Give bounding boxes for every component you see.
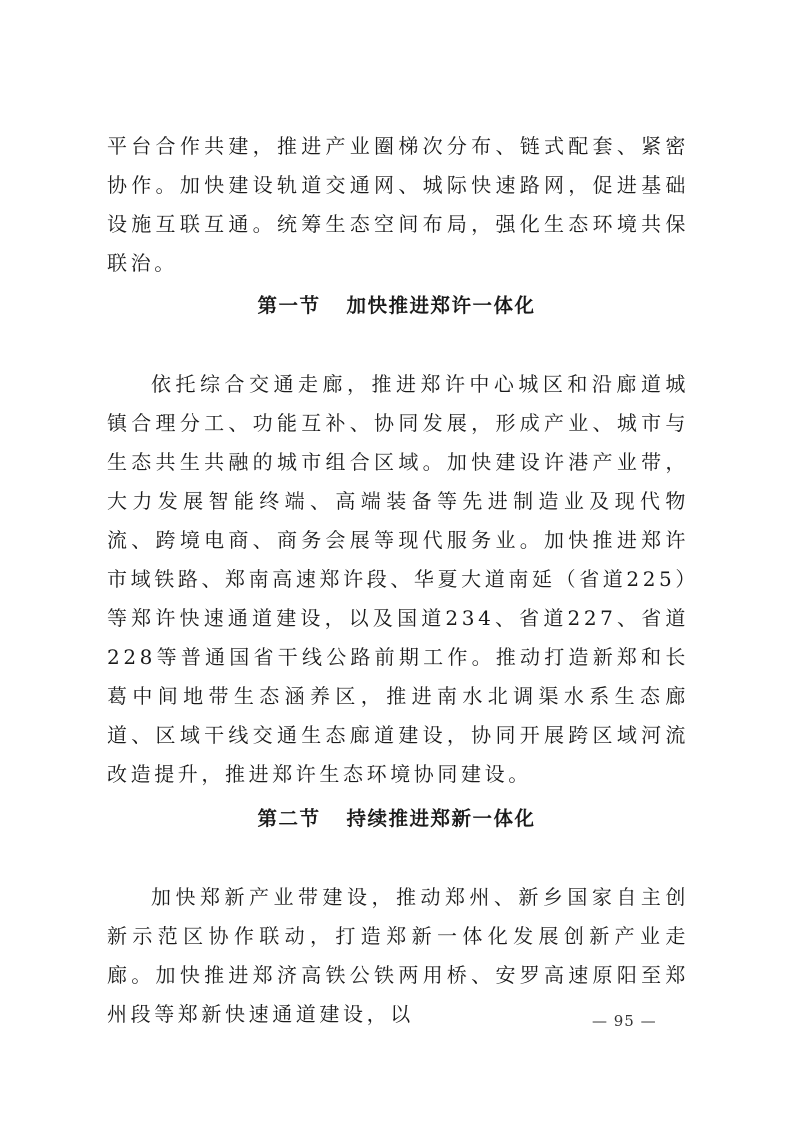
section-number-2: 第二节: [257, 807, 321, 830]
section-title-1: 加快推进郑许一体化: [346, 294, 536, 317]
page-number: — 95 —: [592, 1012, 657, 1030]
section-heading-2: [0, 803, 793, 831]
paragraph-zhengxin: 加快郑新产业带建设，推动郑州、新乡国家自主创新示范区协作联动，打造郑新一体化发展创新产业走廊。加快推进郑济高铁公铁两用桥、安罗高速原阳至郑州段等郑新快速通道建设，以: [107, 885, 689, 1026]
paragraph-zhengxu: 依托综合交通走廊，推进郑许中心城区和沿廊道城镇合理分工、功能互补、协同发展，形成产业、城市与生态共生共融的城市组合区域。加快建设许港产业带，大力发展智能终端、高端装备等先进制造业及现代物流、跨境电商、商务会展等现代服务业。加快推进郑许市域铁路、郑南高速郑许段、华夏大道南延（省道225）等郑许快速通道建设，以及国道234、省道227、省道228等普通国省干线公路前期工作。推动打造新郑和长葛中间地带生态涵养区，推进南水北调渠水系生态廊道、区域干线交通生态廊道建设，协同开展跨区域河流改造提升，推进郑许生态环境协同建设。: [107, 372, 689, 786]
section-title-2: 持续推进郑新一体化: [346, 807, 536, 830]
paragraph-intro: 平台合作共建，推进产业圈梯次分布、链式配套、紧密协作。加快建设轨道交通网、城际快速路网，促进基础设施互联互通。统筹生态空间布局，强化生态环境共保联治。: [107, 134, 689, 275]
section-heading-1: [0, 290, 793, 318]
section-number-1: 第一节: [257, 294, 321, 317]
